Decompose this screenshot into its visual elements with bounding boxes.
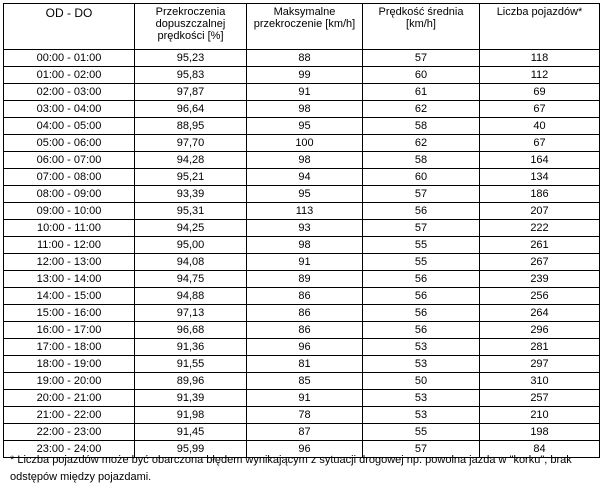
max-excess-cell: 89 [247, 271, 363, 288]
max-excess-cell: 81 [247, 356, 363, 373]
average-speed-cell: 53 [363, 407, 480, 424]
speeding-percent-cell: 95,83 [135, 67, 247, 84]
header-vehicle-count: Liczba pojazdów* [480, 4, 600, 50]
average-speed-cell: 53 [363, 356, 480, 373]
average-speed-cell: 58 [363, 152, 480, 169]
time-range-cell: 15:00 - 16:00 [4, 305, 135, 322]
vehicle-count-cell: 67 [480, 101, 600, 118]
average-speed-cell: 58 [363, 118, 480, 135]
average-speed-cell: 55 [363, 237, 480, 254]
table-row [4, 50, 600, 67]
table-row [4, 271, 600, 288]
max-excess-cell: 91 [247, 84, 363, 101]
time-range-cell: 06:00 - 07:00 [4, 152, 135, 169]
header-average-speed: Prędkość średnia [km/h] [363, 4, 480, 50]
speeding-percent-cell: 91,39 [135, 390, 247, 407]
average-speed-cell: 62 [363, 101, 480, 118]
speeding-percent-cell: 97,70 [135, 135, 247, 152]
average-speed-cell: 53 [363, 339, 480, 356]
max-excess-cell: 87 [247, 424, 363, 441]
speeding-percent-cell: 97,87 [135, 84, 247, 101]
max-excess-cell: 91 [247, 390, 363, 407]
average-speed-cell: 62 [363, 135, 480, 152]
average-speed-cell: 57 [363, 220, 480, 237]
time-range-cell: 01:00 - 02:00 [4, 67, 135, 84]
max-excess-cell: 98 [247, 237, 363, 254]
time-range-cell: 21:00 - 22:00 [4, 407, 135, 424]
vehicle-count-cell: 256 [480, 288, 600, 305]
table-row [4, 101, 600, 118]
average-speed-cell: 57 [363, 186, 480, 203]
time-range-cell: 08:00 - 09:00 [4, 186, 135, 203]
time-range-cell: 22:00 - 23:00 [4, 424, 135, 441]
speeding-percent-cell: 95,23 [135, 50, 247, 67]
time-range-cell: 14:00 - 15:00 [4, 288, 135, 305]
average-speed-cell: 56 [363, 305, 480, 322]
max-excess-cell: 85 [247, 373, 363, 390]
max-excess-cell: 86 [247, 322, 363, 339]
table-row [4, 407, 600, 424]
vehicle-count-cell: 186 [480, 186, 600, 203]
average-speed-cell: 55 [363, 424, 480, 441]
table-row [4, 322, 600, 339]
vehicle-count-cell: 261 [480, 237, 600, 254]
speeding-percent-cell: 91,98 [135, 407, 247, 424]
max-excess-cell: 95 [247, 118, 363, 135]
time-range-cell: 09:00 - 10:00 [4, 203, 135, 220]
traffic-speed-table [3, 3, 600, 458]
speeding-percent-cell: 94,75 [135, 271, 247, 288]
header-time-range: OD - DO [4, 4, 135, 50]
vehicle-count-cell: 310 [480, 373, 600, 390]
speeding-percent-cell: 93,39 [135, 186, 247, 203]
speeding-percent-cell: 97,13 [135, 305, 247, 322]
vehicle-count-cell: 40 [480, 118, 600, 135]
table-row [4, 118, 600, 135]
time-range-cell: 20:00 - 21:00 [4, 390, 135, 407]
time-range-cell: 19:00 - 20:00 [4, 373, 135, 390]
speeding-percent-cell: 94,08 [135, 254, 247, 271]
time-range-cell: 02:00 - 03:00 [4, 84, 135, 101]
max-excess-cell: 100 [247, 135, 363, 152]
time-range-cell: 05:00 - 06:00 [4, 135, 135, 152]
vehicle-count-cell: 207 [480, 203, 600, 220]
table-body [4, 50, 600, 458]
vehicle-count-cell: 239 [480, 271, 600, 288]
table-row [4, 237, 600, 254]
time-range-cell: 17:00 - 18:00 [4, 339, 135, 356]
table-row [4, 186, 600, 203]
max-excess-cell: 95 [247, 186, 363, 203]
table-row [4, 220, 600, 237]
table-row [4, 305, 600, 322]
vehicle-count-cell: 198 [480, 424, 600, 441]
header-row [4, 4, 600, 50]
table-row [4, 169, 600, 186]
vehicle-count-cell: 69 [480, 84, 600, 101]
speeding-percent-cell: 94,28 [135, 152, 247, 169]
speeding-percent-cell: 91,55 [135, 356, 247, 373]
time-range-cell: 11:00 - 12:00 [4, 237, 135, 254]
speeding-percent-cell: 95,99 [135, 441, 247, 458]
table-row [4, 288, 600, 305]
table-row [4, 390, 600, 407]
average-speed-cell: 56 [363, 271, 480, 288]
average-speed-cell: 56 [363, 203, 480, 220]
time-range-cell: 18:00 - 19:00 [4, 356, 135, 373]
max-excess-cell: 99 [247, 67, 363, 84]
time-range-cell: 00:00 - 01:00 [4, 50, 135, 67]
table-row [4, 424, 600, 441]
max-excess-cell: 98 [247, 101, 363, 118]
speeding-percent-cell: 89,96 [135, 373, 247, 390]
table-row [4, 67, 600, 84]
time-range-cell: 10:00 - 11:00 [4, 220, 135, 237]
footnote: * Liczba pojazdów może być obarczona błędem wynikającym z sytuacji drogowej np. powolna jazda w "korku", brak odstępów między pojazdami. [10, 454, 572, 483]
time-range-cell: 12:00 - 13:00 [4, 254, 135, 271]
max-excess-cell: 93 [247, 220, 363, 237]
speeding-percent-cell: 96,68 [135, 322, 247, 339]
time-range-cell: 13:00 - 14:00 [4, 271, 135, 288]
max-excess-cell: 96 [247, 339, 363, 356]
max-excess-cell: 91 [247, 254, 363, 271]
vehicle-count-cell: 267 [480, 254, 600, 271]
speeding-percent-cell: 95,31 [135, 203, 247, 220]
speeding-percent-cell: 88,95 [135, 118, 247, 135]
max-excess-cell: 113 [247, 203, 363, 220]
vehicle-count-cell: 296 [480, 322, 600, 339]
vehicle-count-cell: 134 [480, 169, 600, 186]
average-speed-cell: 50 [363, 373, 480, 390]
average-speed-cell: 57 [363, 50, 480, 67]
speeding-percent-cell: 95,00 [135, 237, 247, 254]
max-excess-cell: 96 [247, 441, 363, 458]
header-speeding-percent: Przekroczenia dopuszczalnej prędkości [%] [135, 4, 247, 50]
vehicle-count-cell: 84 [480, 441, 600, 458]
time-range-cell: 16:00 - 17:00 [4, 322, 135, 339]
time-range-cell: 23:00 - 24:00 [4, 441, 135, 458]
max-excess-cell: 88 [247, 50, 363, 67]
table-row [4, 135, 600, 152]
table-row [4, 152, 600, 169]
table-row [4, 84, 600, 101]
table-row [4, 373, 600, 390]
average-speed-cell: 55 [363, 254, 480, 271]
vehicle-count-cell: 264 [480, 305, 600, 322]
vehicle-count-cell: 281 [480, 339, 600, 356]
vehicle-count-cell: 112 [480, 67, 600, 84]
vehicle-count-cell: 118 [480, 50, 600, 67]
vehicle-count-cell: 210 [480, 407, 600, 424]
speeding-percent-cell: 91,45 [135, 424, 247, 441]
vehicle-count-cell: 222 [480, 220, 600, 237]
average-speed-cell: 61 [363, 84, 480, 101]
time-range-cell: 07:00 - 08:00 [4, 169, 135, 186]
average-speed-cell: 56 [363, 288, 480, 305]
speeding-percent-cell: 94,88 [135, 288, 247, 305]
average-speed-cell: 53 [363, 390, 480, 407]
table-row [4, 356, 600, 373]
speeding-percent-cell: 94,25 [135, 220, 247, 237]
vehicle-count-cell: 297 [480, 356, 600, 373]
header-max-excess: Maksymalne przekroczenie [km/h] [247, 4, 363, 50]
average-speed-cell: 60 [363, 67, 480, 84]
table-header [4, 4, 600, 50]
time-range-cell: 03:00 - 04:00 [4, 101, 135, 118]
time-range-cell: 04:00 - 05:00 [4, 118, 135, 135]
speeding-percent-cell: 95,21 [135, 169, 247, 186]
max-excess-cell: 78 [247, 407, 363, 424]
max-excess-cell: 86 [247, 305, 363, 322]
max-excess-cell: 86 [247, 288, 363, 305]
table-row [4, 254, 600, 271]
average-speed-cell: 60 [363, 169, 480, 186]
table-row [4, 339, 600, 356]
vehicle-count-cell: 257 [480, 390, 600, 407]
max-excess-cell: 94 [247, 169, 363, 186]
speeding-percent-cell: 91,36 [135, 339, 247, 356]
max-excess-cell: 98 [247, 152, 363, 169]
vehicle-count-cell: 67 [480, 135, 600, 152]
table-row [4, 203, 600, 220]
average-speed-cell: 57 [363, 441, 480, 458]
speeding-percent-cell: 96,64 [135, 101, 247, 118]
vehicle-count-cell: 164 [480, 152, 600, 169]
average-speed-cell: 56 [363, 322, 480, 339]
